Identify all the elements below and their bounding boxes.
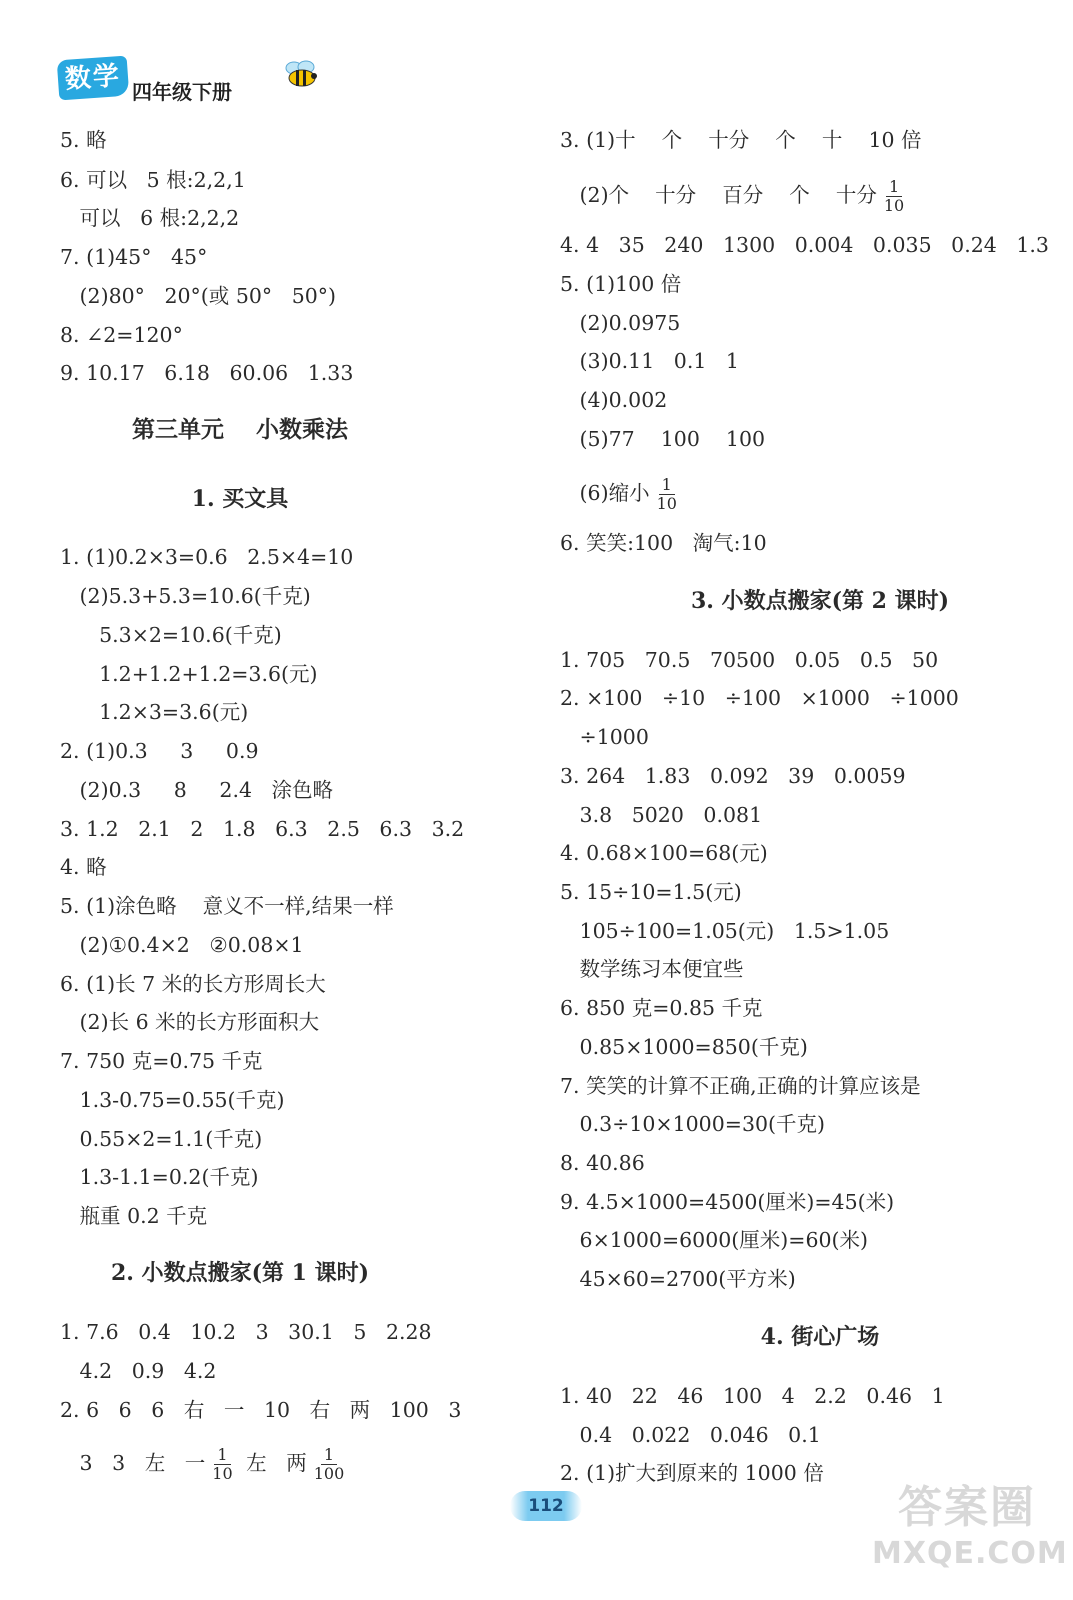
answer-line: 8. ∠2=120° xyxy=(60,323,183,347)
answer-line: 105÷100=1.05(元) 1.5>1.05 xyxy=(560,919,890,943)
answer-line xyxy=(560,476,684,513)
answer-line xyxy=(560,178,911,215)
answer-line: 5. (1)涂色略 意义不一样,结果一样 xyxy=(60,894,394,918)
answer-line: (2)5.3+5.3=10.6(千克) xyxy=(60,584,311,608)
fraction-numerator: 1 xyxy=(886,178,902,197)
answer-line: 3. (1)十 个 十分 个 十 10 倍 xyxy=(560,128,922,152)
answer-line: 4. 略 xyxy=(60,855,107,879)
answer-line: 1. 705 70.5 70500 0.05 0.5 50 xyxy=(560,648,939,672)
fraction-denominator: 10 xyxy=(656,494,677,513)
fraction xyxy=(209,1446,235,1483)
lesson-heading: 4. 街心广场 xyxy=(760,1324,880,1350)
subject-logo: 数学 xyxy=(57,56,130,101)
fraction-denominator: 10 xyxy=(212,1464,233,1483)
answer-line: 6. 笑笑:100 淘气:10 xyxy=(560,531,767,555)
watermark-logo xyxy=(872,1480,1068,1592)
fraction-numerator: 1 xyxy=(214,1446,230,1465)
answer-line: 2. 6 6 6 右 一 10 右 两 100 3 xyxy=(60,1398,462,1422)
fraction xyxy=(881,178,907,215)
answer-line: (3)0.11 0.1 1 xyxy=(560,349,739,373)
answer-line xyxy=(60,1446,351,1483)
fraction-denominator: 100 xyxy=(313,1464,345,1483)
answer-line: (4)0.002 xyxy=(560,388,668,412)
answer-line: 5. (1)100 倍 xyxy=(560,272,682,296)
answer-line: 4. 0.68×100=68(元) xyxy=(560,841,768,865)
answer-line: 6. 可以 5 根:2,2,1 xyxy=(60,168,246,192)
watermark-text-2: MXQE.COM xyxy=(872,1536,1068,1571)
answer-line: 4.2 0.9 4.2 xyxy=(60,1359,217,1383)
answer-line: 3. 1.2 2.1 2 1.8 6.3 2.5 6.3 3.2 xyxy=(60,817,465,841)
answer-line: 5. 略 xyxy=(60,128,107,152)
answer-line: (2)长 6 米的长方形面积大 xyxy=(60,1010,320,1034)
answer-line: (2)0.3 8 2.4 涂色略 xyxy=(60,778,334,802)
answer-line: 1. (1)0.2×3=0.6 2.5×4=10 xyxy=(60,545,354,569)
answer-line: (5)77 100 100 xyxy=(560,427,766,451)
answer-line: 5. 15÷10=1.5(元) xyxy=(560,880,742,904)
answer-line: 瓶重 0.2 千克 xyxy=(60,1204,208,1228)
answer-line: 0.4 0.022 0.046 0.1 xyxy=(560,1423,821,1447)
watermark-text-1: 答案圈 xyxy=(898,1482,1036,1533)
answer-line: 9. 4.5×1000=4500(厘米)=45(米) xyxy=(560,1190,895,1214)
answer-line: 6. 850 克=0.85 千克 xyxy=(560,996,763,1020)
unit-heading: 第三单元 小数乘法 xyxy=(131,416,349,443)
answer-line: (2)0.0975 xyxy=(560,311,681,335)
answer-line: 7. 笑笑的计算不正确,正确的计算应该是 xyxy=(560,1074,921,1098)
answer-line: 数学练习本便宜些 xyxy=(560,957,744,981)
answer-line: 1. 7.6 0.4 10.2 3 30.1 5 2.28 xyxy=(60,1320,432,1344)
answer-line: 2. ×100 ÷10 ÷100 ×1000 ÷1000 xyxy=(560,686,959,710)
answer-segment: 3 3 左 一 xyxy=(60,1451,206,1475)
answer-line: 1.3-1.1=0.2(千克) xyxy=(60,1165,259,1189)
answer-line: 0.3÷10×1000=30(千克) xyxy=(560,1112,826,1136)
answer-line: 1.2×3=3.6(元) xyxy=(60,700,249,724)
answer-line: 0.85×1000=850(千克) xyxy=(560,1035,808,1059)
answer-line: 可以 6 根:2,2,2 xyxy=(60,206,240,230)
grade-label: 四年级下册 xyxy=(132,80,232,104)
lesson-heading: 2. 小数点搬家(第 1 课时) xyxy=(110,1260,370,1286)
fraction-numerator: 1 xyxy=(321,1446,337,1465)
answer-line: (2)①0.4×2 ②0.08×1 xyxy=(60,933,304,957)
answer-line: 2. (1)扩大到原来的 1000 倍 xyxy=(560,1461,824,1485)
answer-line: 8. 40.86 xyxy=(560,1151,645,1175)
answer-segment: 左 两 xyxy=(239,1451,307,1475)
answer-line: 1. 40 22 46 100 4 2.2 0.46 1 xyxy=(560,1384,945,1408)
answer-segment: (6)缩小 xyxy=(560,481,650,505)
answer-line: 7. (1)45° 45° xyxy=(60,245,208,269)
fraction xyxy=(654,476,680,513)
answer-line: 3. 264 1.83 0.092 39 0.0059 xyxy=(560,764,906,788)
answer-line: 45×60=2700(平方米) xyxy=(560,1267,796,1291)
answer-line: 9. 10.17 6.18 60.06 1.33 xyxy=(60,361,354,385)
fraction-numerator: 1 xyxy=(659,476,675,495)
lesson-heading: 1. 买文具 xyxy=(191,486,289,512)
answer-line: ÷1000 xyxy=(560,725,649,749)
answer-line: 1.2+1.2+1.2=3.6(元) xyxy=(60,662,318,686)
fraction xyxy=(311,1446,348,1483)
answer-line: 5.3×2=10.6(千克) xyxy=(60,623,282,647)
answer-segment: (2)个 十分 百分 个 十分 xyxy=(560,183,877,207)
answer-line: 0.55×2=1.1(千克) xyxy=(60,1127,263,1151)
answer-line: 3.8 5020 0.081 xyxy=(560,803,763,827)
answer-line: 7. 750 克=0.75 千克 xyxy=(60,1049,263,1073)
answer-line: 6×1000=6000(厘米)=60(米) xyxy=(560,1228,869,1252)
fraction-denominator: 10 xyxy=(883,196,905,215)
bee-icon xyxy=(280,60,324,94)
answer-line: 4. 4 35 240 1300 0.004 0.035 0.24 1.3 xyxy=(560,233,1049,257)
page-number: 112 xyxy=(510,1491,582,1521)
answer-line: 2. (1)0.3 3 0.9 xyxy=(60,739,259,763)
answer-line: 6. (1)长 7 米的长方形周长大 xyxy=(60,972,326,996)
answer-line: (2)80° 20°(或 50° 50°) xyxy=(60,284,337,308)
answer-line: 1.3-0.75=0.55(千克) xyxy=(60,1088,285,1112)
lesson-heading: 3. 小数点搬家(第 2 课时) xyxy=(690,588,950,614)
